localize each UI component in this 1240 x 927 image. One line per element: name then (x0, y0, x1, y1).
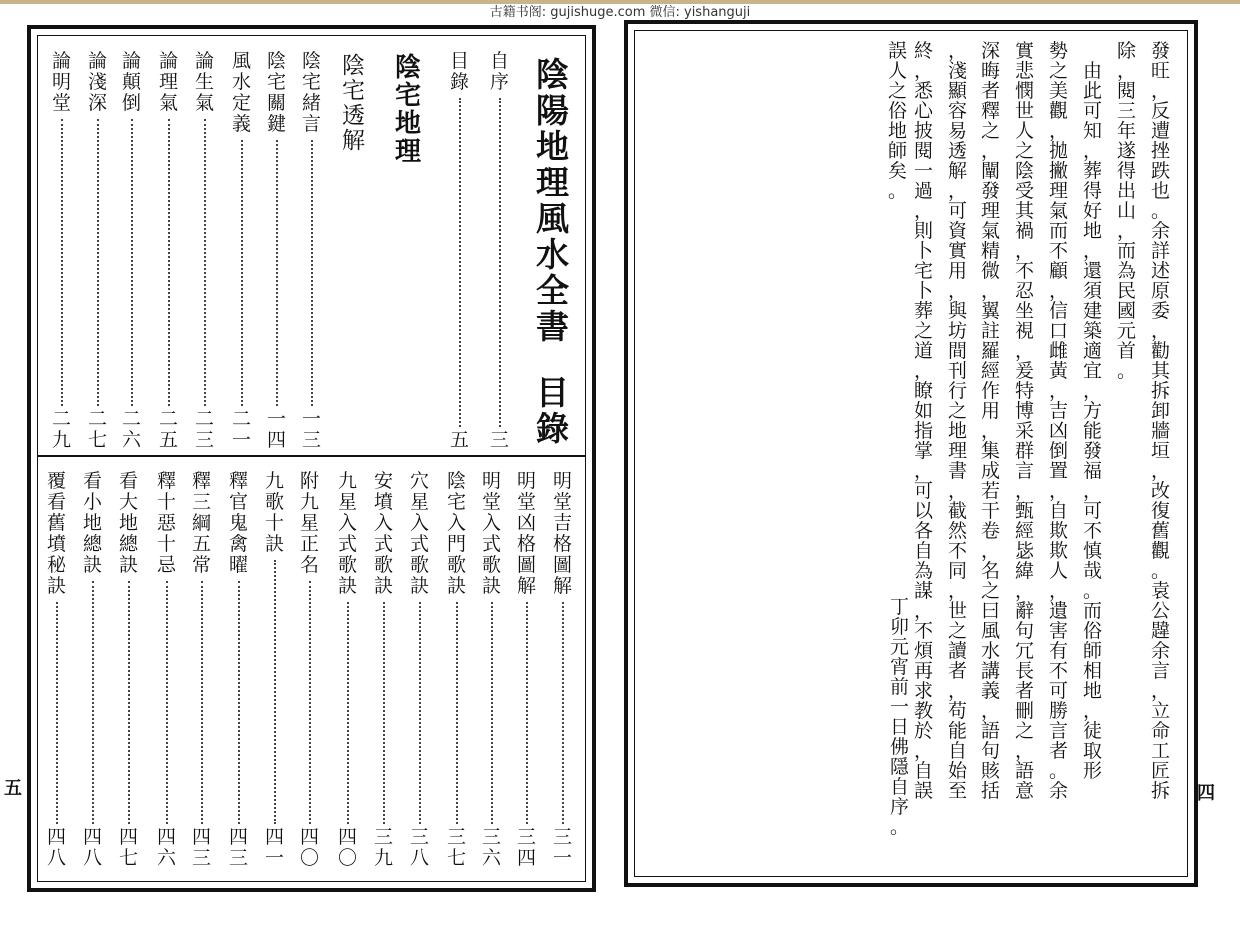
preface-column: 誤 人 之 俗 地 師 矣 。 (887, 40, 907, 202)
toc-entry[interactable] (448, 52, 471, 452)
toc-dot-leader (347, 602, 349, 824)
toc-entry-title: 九 歌 十 訣 (264, 470, 284, 555)
toc-entry-page: 二 九 (51, 408, 71, 451)
toc-entry[interactable] (263, 472, 286, 870)
toc-dot-leader (61, 119, 63, 406)
preface-column: 除 ， 閱 三 年 遂 得 出 山 ， 而 為 民 國 元 首 。 (1116, 40, 1136, 382)
toc-entry-title: 看 小 地 總 訣 (82, 470, 102, 576)
toc-entry[interactable] (408, 472, 431, 870)
toc-entry-title: 安 墳 入 式 歌 訣 (373, 470, 393, 597)
toc-entry-title: 釋 三 綱 五 常 (191, 470, 211, 576)
toc-dot-leader (168, 119, 170, 406)
toc-entry-title: 風 水 定 義 (231, 50, 251, 135)
toc-entry-title: 附 九 星 正 名 (299, 470, 319, 576)
toc-entry-page: 四 八 (82, 826, 102, 869)
toc-entry-title: 陰 宅 緒 言 (301, 50, 321, 135)
toc-entry[interactable] (157, 52, 180, 452)
toc-dot-leader (92, 581, 94, 824)
subsection-title: 陰 宅 透 解 (342, 53, 365, 154)
toc-dot-leader (499, 98, 501, 427)
toc-entry-page: 三 (489, 429, 509, 451)
toc-dot-leader (562, 602, 564, 824)
toc-entry-title: 釋 官 鬼 禽 曜 (228, 470, 248, 576)
toc-entry-title: 九 星 入 式 歌 訣 (337, 470, 357, 597)
toc-entry[interactable] (372, 472, 395, 870)
toc-entry-page: 四 七 (118, 826, 138, 869)
toc-dot-leader (131, 119, 133, 406)
toc-entry-title: 目 錄 (449, 50, 469, 93)
toc-entry[interactable] (480, 472, 503, 870)
preface-signature: 丁 卯 元 宵 前 一 日 佛 隱 自 序 。 (889, 596, 909, 838)
toc-entry-title: 論 淺 深 (87, 50, 107, 114)
toc-entry[interactable] (120, 52, 143, 452)
toc-entry-page: 四 八 (46, 826, 66, 869)
toc-entry-title: 論 顛 倒 (121, 50, 141, 114)
toc-entry-title: 論 明 堂 (51, 50, 71, 114)
toc-dot-leader (204, 119, 206, 406)
toc-entry-page: 三 四 (516, 826, 536, 869)
toc-entry[interactable] (265, 52, 288, 452)
toc-entry-page: 四 〇 (299, 826, 319, 869)
toc-entry-page: 二 六 (121, 408, 141, 451)
toc-entry-page: 四 三 (191, 826, 211, 869)
section-title: 陰 宅 地 理 (394, 53, 421, 167)
toc-divider (38, 455, 585, 457)
left-page-number: 五 (4, 778, 22, 799)
toc-entry-title: 自 序 (489, 50, 509, 93)
toc-entry[interactable] (45, 472, 68, 870)
preface-column: 發 旺 ， 反 遭 挫 跌 也 。 余 詳 述 原 委 ， 勸 其 拆 卸 牆 垣 ， 改 復 舊 觀 。 袁 公 韙 余 言 ， 立 命 工 匠 拆 (1150, 40, 1170, 802)
toc-entry[interactable] (190, 472, 213, 870)
toc-dot-leader (309, 581, 311, 824)
toc-entry[interactable] (230, 52, 253, 452)
toc-entry[interactable] (155, 472, 178, 870)
toc-entry[interactable] (515, 472, 538, 870)
toc-entry[interactable] (300, 52, 323, 452)
toc-entry[interactable] (551, 472, 574, 870)
preface-column: 深 晦 者 釋 之 ， 闡 發 理 氣 精 微 ， 翼 註 羅 經 作 用 ， 集 成 若 干 卷 ， 名 之 曰 風 水 講 義 ， 語 句 賅 括 (980, 40, 1000, 802)
watermark-text: 古籍书阁: gujishuge.com 微信: yishanguji (489, 5, 751, 20)
toc-entry-page: 四 一 (264, 826, 284, 869)
toc-entry-title: 論 生 氣 (194, 50, 214, 114)
toc-entry-page: 四 三 (228, 826, 248, 869)
right-page (624, 20, 1198, 887)
toc-dot-leader (238, 581, 240, 824)
toc-entry-page: 四 六 (156, 826, 176, 869)
toc-entry[interactable] (86, 52, 109, 452)
toc-entry[interactable] (193, 52, 216, 452)
toc-entry-page: 二 五 (158, 408, 178, 451)
toc-dot-leader (201, 581, 203, 824)
toc-dot-leader (383, 602, 385, 824)
toc-entry-page: 二 三 (194, 408, 214, 451)
toc-dot-leader (241, 140, 243, 406)
toc-entry[interactable] (298, 472, 321, 870)
toc-entry-title: 明 堂 吉 格 圖 解 (552, 470, 572, 597)
toc-entry-page: 一 三 (301, 408, 321, 451)
toc-dot-leader (491, 602, 493, 824)
toc-entry[interactable] (445, 472, 468, 870)
right-page-number: 四 (1197, 783, 1215, 804)
toc-entry[interactable] (227, 472, 250, 870)
toc-entry-page: 二 一 (231, 408, 251, 451)
toc-dot-leader (459, 98, 461, 427)
toc-entry-page: 四 〇 (337, 826, 357, 869)
toc-dot-leader (97, 119, 99, 406)
toc-entry-title: 明 堂 入 式 歌 訣 (481, 470, 501, 597)
toc-dot-leader (274, 560, 276, 824)
toc-dot-leader (166, 581, 168, 824)
toc-entry-page: 三 六 (481, 826, 501, 869)
toc-entry-title: 陰 宅 關 鍵 (266, 50, 286, 135)
toc-entry-title: 穴 星 入 式 歌 訣 (409, 470, 429, 597)
toc-entry-page: 三 七 (446, 826, 466, 869)
preface-column: 勢 之 美 觀 ， 拋 撇 理 氣 而 不 顧 ， 信 口 雌 黃 ， 吉 凶 倒 置 ， 自 欺 欺 人 ， 遺 害 有 不 可 勝 言 者 。 余 (1048, 40, 1068, 802)
preface-column: 終 ， 悉 心 披 閱 一 過 ， 則 卜 宅 卜 葬 之 道 ， 瞭 如 指 掌 ， 可 以 各 自 為 謀 ， 不 煩 再 求 教 於 ， 自 誤 (913, 40, 933, 802)
toc-entry-title: 明 堂 凶 格 圖 解 (516, 470, 536, 597)
toc-entry[interactable] (117, 472, 140, 870)
preface-column: ， 淺 顯 容 易 透 解 ， 可 資 實 用 ， 與 坊 間 刊 行 之 地 理 書 ， 截 然 不 同 ， 世 之 讀 者 ， 苟 能 自 始 至 (947, 40, 967, 802)
toc-dot-leader (311, 140, 313, 406)
toc-entry-page: 三 九 (373, 826, 393, 869)
toc-entry-title: 看 大 地 總 訣 (118, 470, 138, 576)
toc-entry-title: 論 理 氣 (158, 50, 178, 114)
toc-dot-leader (456, 602, 458, 824)
toc-heading: 目 錄 (536, 373, 569, 448)
toc-dot-leader (128, 581, 130, 824)
toc-entry[interactable] (336, 472, 359, 870)
toc-entry-page: 一 四 (266, 408, 286, 451)
toc-entry[interactable] (50, 52, 73, 452)
toc-entry-page: 五 (449, 429, 469, 451)
toc-entry-page: 三 八 (409, 826, 429, 869)
toc-entry-title: 覆 看 舊 墳 秘 訣 (46, 470, 66, 597)
preface-column: 實 悲 憫 世 人 之 陰 受 其 禍 ， 不 忍 坐 視 ， 爰 特 博 采 群 言 ， 甄 經 毖 緯 ， 辭 句 冗 長 者 刪 之 ， 語 意 (1014, 40, 1034, 802)
toc-dot-leader (526, 602, 528, 824)
toc-entry-page: 二 七 (87, 408, 107, 451)
toc-entry-page: 三 一 (552, 826, 572, 869)
toc-entry-title: 陰 宅 入 門 歌 訣 (446, 470, 466, 597)
right-page-frame (634, 30, 1188, 877)
toc-dot-leader (56, 602, 58, 824)
toc-entry-title: 釋 十 惡 十 忌 (156, 470, 176, 576)
toc-dot-leader (276, 140, 278, 406)
toc-entry[interactable] (81, 472, 104, 870)
toc-entry[interactable] (488, 52, 511, 452)
preface-column: 由 此 可 知 ， 葬 得 好 地 ， 還 須 建 築 適 宜 ， 方 能 發 福 ， 可 不 慎 哉 。 而 俗 師 相 地 ， 徒 取 形 (1082, 60, 1102, 782)
toc-dot-leader (419, 602, 421, 824)
book-title: 陰 陽 地 理 風 水 全 書 (536, 55, 569, 346)
